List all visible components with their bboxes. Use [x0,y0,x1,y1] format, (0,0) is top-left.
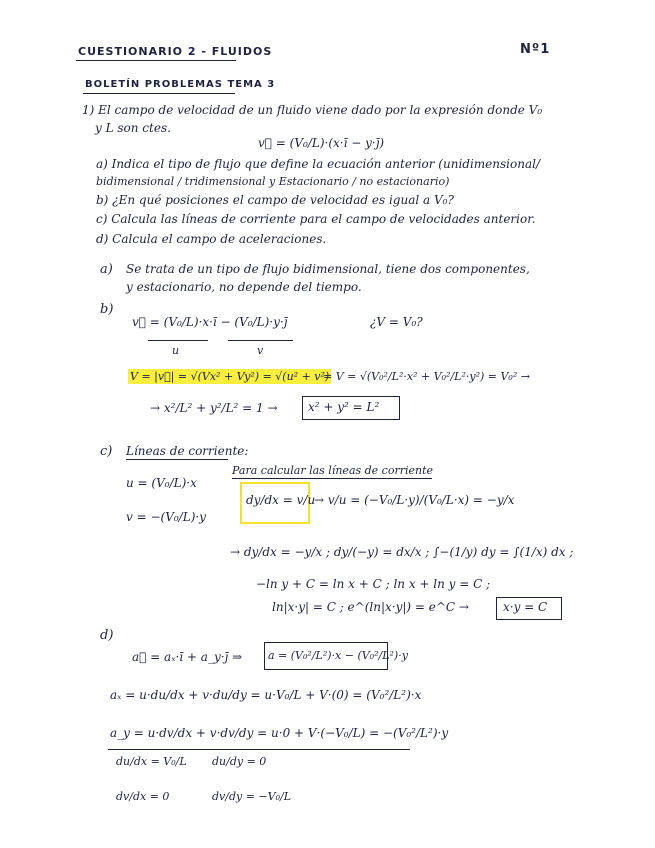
question-a-line1: a) Indica el tipo de flujo que define la ecuación anterior (unidimensional/ [96,157,540,171]
answer-c-title: Líneas de corriente: [126,444,249,458]
streamline-note: Para calcular las líneas de corriente [232,464,434,477]
answer-d-result: a = (V₀²/L²)·x − (V₀²/L²)·y [268,649,408,662]
v-brace [228,340,293,341]
partial-dv-dx: dv/dx = 0 [116,790,170,803]
problem-statement-line2: y L son ctes. [95,121,171,135]
answer-c-label: c) [100,444,113,459]
answer-d-label: d) [100,628,114,643]
question-b: b) ¿En qué posiciones el campo de velocidad es igual a V₀? [96,193,454,207]
answer-b-normalized: → x²/L² + y²/L² = 1 → [150,401,278,415]
title-underline [76,60,236,61]
integration-step: −ln y + C = ln x + C ; ln x + ln y = C ; [256,577,491,591]
u-label: u [172,344,180,357]
answer-a-line1: Se trata de un tipo de flujo bidimensional, tiene dos componentes, [126,262,530,276]
ay-derivation: a_y = u·dv/dx + v·dv/dy = u·0 + V·(−V₀/L) = −(V₀²/L²)·y [110,726,449,740]
separation-step: → dy/dx = −y/x ; dy/(−y) = dx/x ; ∫−(1/y) dy = ∫(1/x) dx ; [230,545,574,559]
page-title: CUESTIONARIO 2 - FLUIDOS [78,45,273,58]
question-a-line2: bidimensional / tridimensional y Estacionario / no estacionario) [96,175,450,188]
answer-b-result: x² + y² = L² [308,400,380,414]
partial-du-dx: du/dx = V₀/L [116,755,187,768]
streamline-ratio: → v/u = (−V₀/L·y)/(V₀/L·x) = −y/x [314,493,515,507]
answer-c-result: x·y = C [503,600,548,614]
question-d: d) Calcula el campo de aceleraciones. [96,232,327,246]
problem-statement-line1: 1) El campo de velocidad de un fluido viene dado por la expresión donde V₀ [82,103,543,117]
c-title-underline [126,459,228,460]
ax-derivation: aₓ = u·du/dx + v·du/dy = u·V₀/L + V·(0) = (V₀²/L²)·x [110,688,422,702]
question-c: c) Calcula las líneas de corriente para el campo de velocidades anterior. [96,212,536,226]
section-subtitle: BOLETÍN PROBLEMAS TEMA 3 [85,79,276,90]
answer-b-modulus-highlighted: V = |v⃗| = √(Vx² + Vy²) = √(u² + v²) [130,370,330,383]
answer-b-question: ¿V = V₀? [370,315,423,329]
acceleration-definition: a⃗ = aₓ·ī + a_y·j̄ ⇒ [132,650,243,664]
answer-b-label: b) [100,302,114,317]
answer-b-modulus-rest: = V = √(V₀²/L²·x² + V₀²/L²·y²) = V₀² → [323,370,530,383]
note-underline [232,478,432,479]
exponent-step: ln|x·y| = C ; e^(ln|x·y|) = e^C → [272,600,469,614]
component-u: u = (V₀/L)·x [126,476,197,490]
partial-dv-dy: dv/dy = −V₀/L [212,790,292,803]
page-number: Nº1 [520,42,551,57]
u-brace [148,340,208,341]
subtitle-underline [83,93,235,94]
ay-underline [108,749,410,750]
partial-du-dy: du/dy = 0 [212,755,267,768]
answer-a-label: a) [100,262,113,277]
v-label: v [257,344,264,357]
answer-a-line2: y estacionario, no depende del tiempo. [126,280,362,294]
answer-b-velocity: v⃗ = (V₀/L)·x·ī − (V₀/L)·y·j̄ [132,315,288,329]
velocity-field-equation: v⃗ = (V₀/L)·(x·ī − y·j̄) [258,136,385,150]
streamline-definition: dy/dx = v/u [246,493,316,507]
component-v: v = −(V₀/L)·y [126,510,206,524]
